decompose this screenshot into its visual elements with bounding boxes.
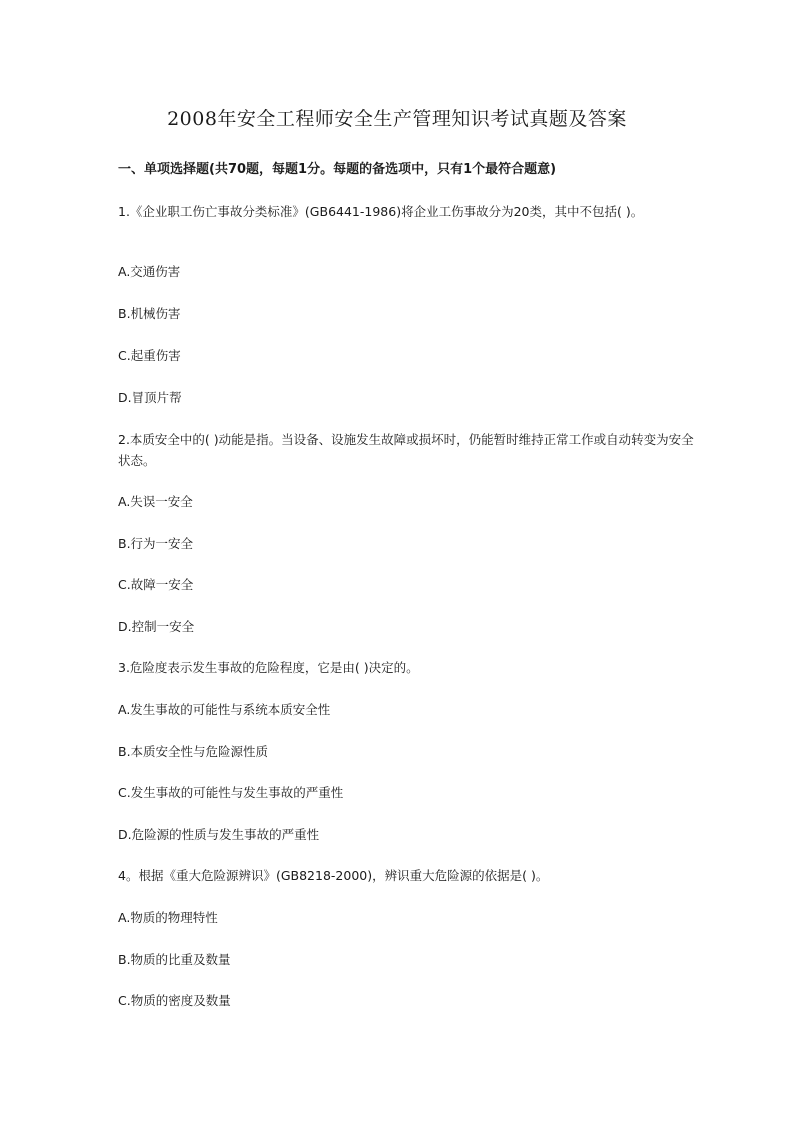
- question-3-stem: 3.危险度表示发生事故的危险程度，它是由( )决定的。: [118, 660, 419, 675]
- question-2-option-c: C.故障一安全: [118, 577, 194, 592]
- question-3-option-d: D.危险源的性质与发生事故的严重性: [118, 827, 320, 842]
- question-2-option-a: A.失误一安全: [118, 494, 193, 509]
- question-3-option-b: B.本质安全性与危险源性质: [118, 744, 269, 759]
- question-1-option-b: B.机械伤害: [118, 306, 181, 321]
- question-2-option-d: D.控制一安全: [118, 619, 195, 634]
- question-2-option-b: B.行为一安全: [118, 536, 194, 551]
- question-1-option-a: A.交通伤害: [118, 264, 181, 279]
- question-4-option-a: A.物质的物理特性: [118, 910, 218, 925]
- question-4-option-b: B.物质的比重及数量: [118, 952, 231, 967]
- question-4-stem: 4。根据《重大危险源辨识》(GB8218-2000)，辨识重大危险源的依据是( )。: [118, 868, 549, 883]
- section-heading: 一、单项选择题(共70题，每题1分。每题的备选项中，只有1个最符合题意): [118, 162, 557, 177]
- question-1-stem: 1.《企业职工伤亡事故分类标准》(GB6441-1986)将企业工伤事故分为20类，其中不包括( )。: [118, 204, 644, 219]
- question-2-stem: 2.本质安全中的( )动能是指。当设备、设施发生故障或损坏时，仍能暂时维持正常工作或自动转变为安全状态。: [118, 432, 694, 468]
- question-1-option-c: C.起重伤害: [118, 348, 181, 363]
- document-title: 2008年安全工程师安全生产管理知识考试真题及答案: [167, 108, 627, 130]
- question-3-option-a: A.发生事故的可能性与系统本质安全性: [118, 702, 331, 717]
- question-1-option-d: D.冒顶片帮: [118, 390, 182, 405]
- question-4-option-c: C.物质的密度及数量: [118, 993, 231, 1008]
- question-3-option-c: C.发生事故的可能性与发生事故的严重性: [118, 785, 344, 800]
